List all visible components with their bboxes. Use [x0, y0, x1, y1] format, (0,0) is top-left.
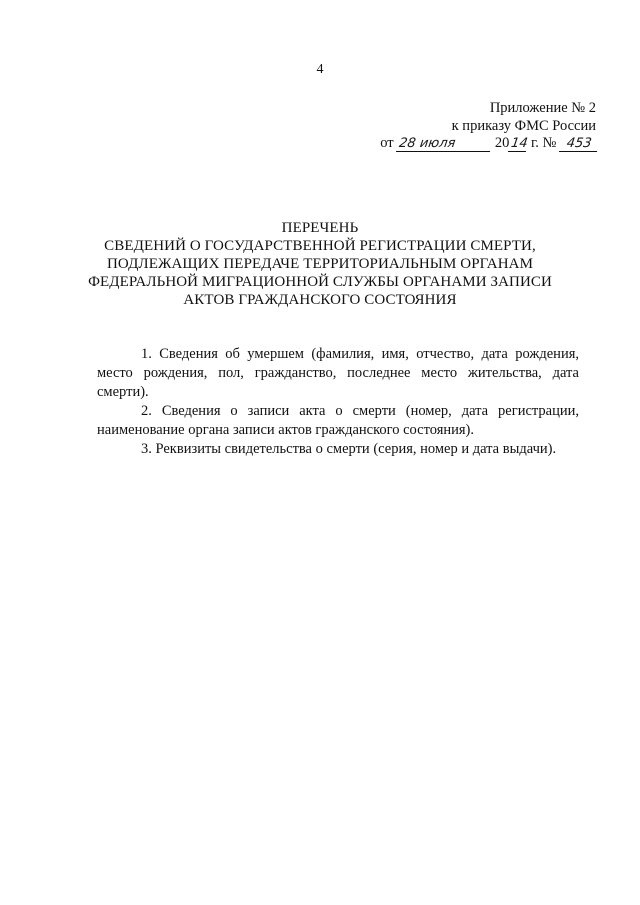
order-date-number-line	[380, 135, 598, 152]
list-body	[97, 345, 579, 459]
list-item: 2. Сведения о записи акта о смерти (номер, дата регистрации, наименование органа записи актов гражданского состояния).	[97, 403, 579, 438]
page-number: 4	[316, 62, 324, 77]
order-number-label: г. №	[530, 135, 557, 151]
title-line-4: ФЕДЕРАЛЬНОЙ МИГРАЦИОННОЙ СЛУЖБЫ ОРГАНАМИ ЗАПИСИ	[88, 274, 552, 290]
list-item: 1. Сведения об умершем (фамилия, имя, отчество, дата рождения, место рождения, пол, гражданство, последнее место жительства, дата смерти).	[97, 346, 579, 400]
document-title	[0, 219, 640, 309]
order-year-prefix: 20	[494, 135, 510, 151]
handwritten-date: 28 июля	[396, 137, 492, 152]
title-line-3: ПОДЛЕЖАЩИХ ПЕРЕДАЧЕ ТЕРРИТОРИАЛЬНЫМ ОРГАНАМ	[106, 256, 534, 272]
appendix-order-reference: к приказу ФМС России	[451, 118, 596, 134]
appendix-header	[452, 99, 596, 135]
appendix-label: Приложение № 2	[489, 100, 596, 116]
handwritten-order-number: 453	[559, 137, 599, 152]
title-line-2: СВЕДЕНИЙ О ГОСУДАРСТВЕННОЙ РЕГИСТРАЦИИ СМЕРТИ,	[104, 238, 536, 254]
order-date-prefix: от	[380, 135, 394, 151]
title-line-5: АКТОВ ГРАЖДАНСКОГО СОСТОЯНИЯ	[183, 292, 457, 308]
handwritten-year: 14	[508, 137, 528, 152]
list-item: 3. Реквизиты свидетельства о смерти (серия, номер и дата выдачи).	[141, 441, 557, 457]
title-line-1: ПЕРЕЧЕНЬ	[281, 220, 359, 236]
